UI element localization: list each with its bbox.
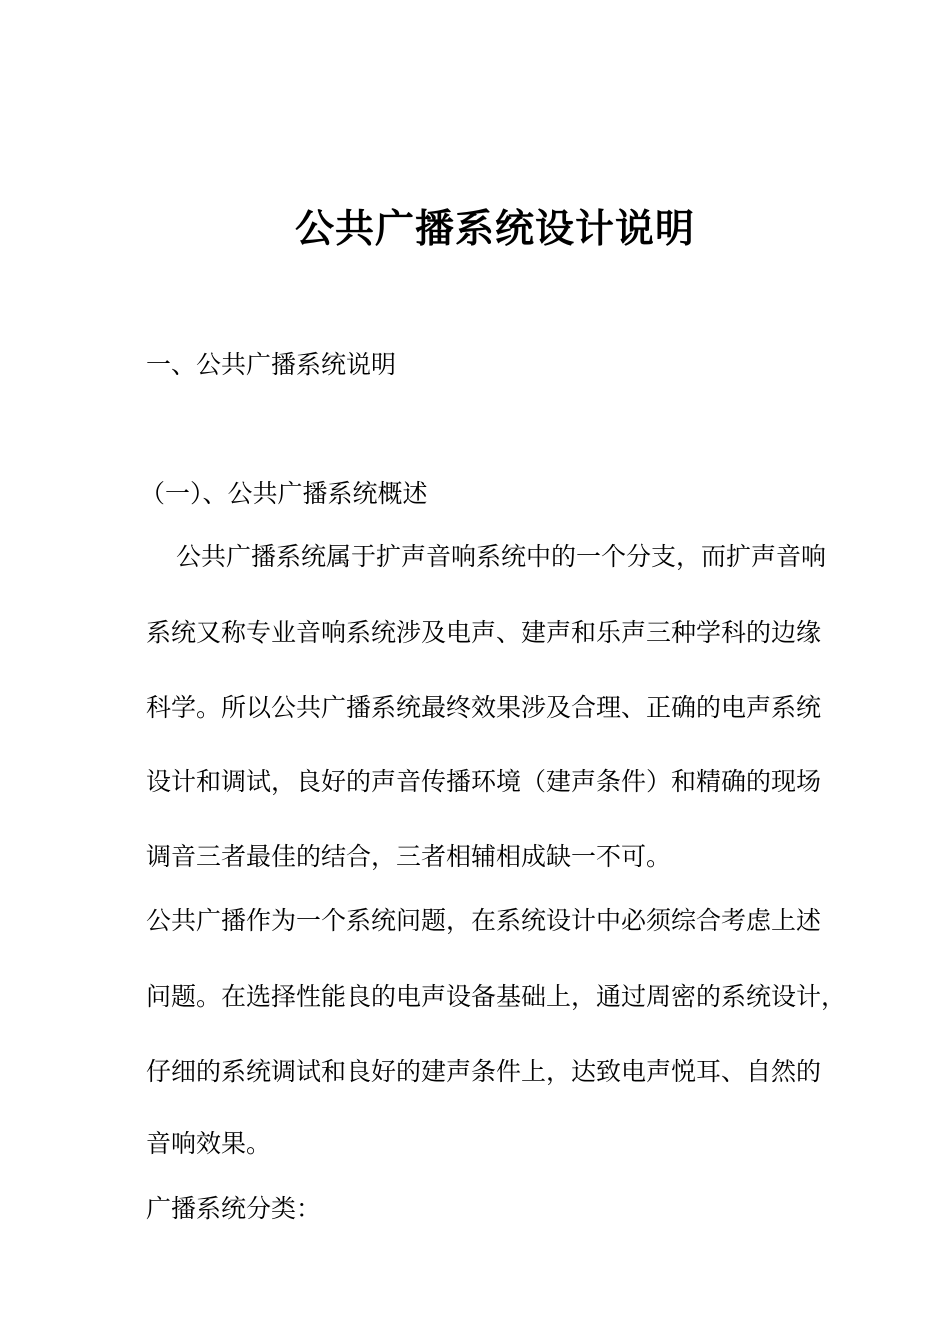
paragraph-1-line: 科学。所以公共广播系统最终效果涉及合理、正确的电声系统: [146, 693, 822, 722]
paragraph-1-line: 公共广播系统属于扩声音响系统中的一个分支，而扩声音响: [176, 542, 827, 571]
paragraph-2-line: 公共广播作为一个系统问题，在系统设计中必须综合考虑上述: [146, 906, 822, 935]
paragraph-1-line: 调音三者最佳的结合，三者相辅相成缺一不可。: [146, 842, 672, 871]
subsection-heading: （一）、公共广播系统概述: [140, 479, 428, 508]
document-title: 公共广播系统设计说明: [294, 206, 695, 252]
paragraph-2-line: 仔细的系统调试和良好的建声条件上，达致电声悦耳、自然的: [146, 1057, 822, 1086]
classification-label: 广播系统分类：: [146, 1194, 322, 1223]
paragraph-2-line: 音响效果。: [146, 1129, 272, 1158]
paragraph-1-line: 系统又称专业音响系统涉及电声、建声和乐声三种学科的边缘: [146, 618, 822, 647]
section-heading: 一、公共广播系统说明: [146, 350, 397, 379]
paragraph-2-line: 问题。在选择性能良的电声设备基础上，通过周密的系统设计，: [146, 982, 847, 1011]
paragraph-1-line: 设计和调试，良好的声音传播环境（建声条件）和精确的现场: [146, 767, 822, 796]
